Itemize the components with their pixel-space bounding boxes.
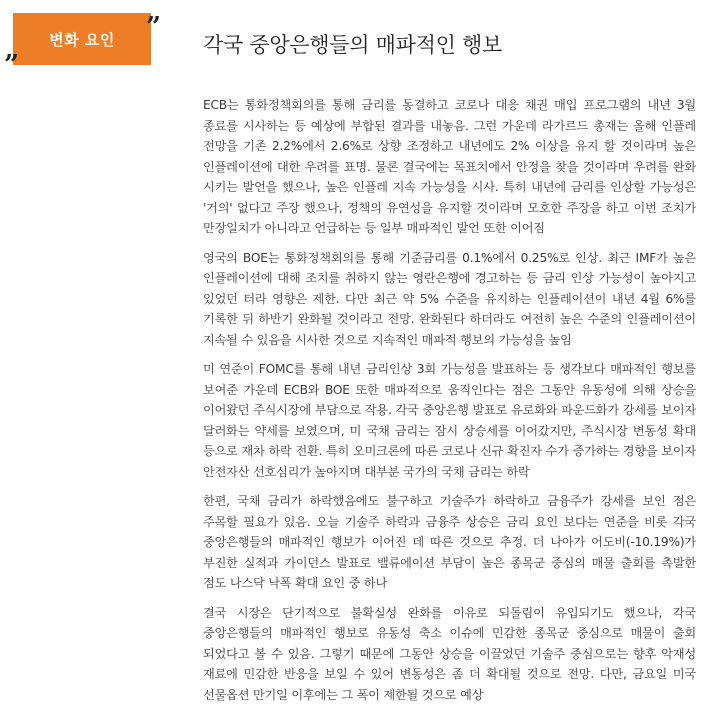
section-tag xyxy=(13,13,151,65)
paragraph-outlook: 결국 시장은 단기적으로 불확실성 완화를 이유로 되돌림이 유입되기도 했으나, 각국 중앙은행들의 매파적인 행보로 유동성 축소 이슈에 민감한 종목군 중심으로 매물이 출회 되었다고 볼 수 있음. 그렇기 때문에 그동안 상승을 이끌었던 기술주 중심으로는 향후 악재성 재료에 민감한 반응을 보일 수 있어 변동성은 좀 더 확대될 것으로 전망. 다만, 금요일 미국 선물옵션 만기일 이후에는 그 폭이 제한될 것으로 예상 xyxy=(203,605,696,702)
paragraph-boe: 영국의 BOE는 통화정책회의를 통해 기준금리를 0.1%에서 0.25%로 인상. 최근 IMF가 높은 인플레이션에 대해 조치를 취하지 않는 영란은행에 경고하는 등 금리 인상 가능성이 높아지고 있었던 터라 영향은 제한. 다만 최근 약 5% 수준을 유지하는 인플레이션이 내년 4월 6%를 기록한 뒤 하반기 완화될 것이라고 전망. 완화된다 하더라도 여전히 높은 수준의 인플레이션이 지속될 수 있음을 시사한 것으로 지속적인 매파적 행보의 가능성을 높임 xyxy=(203,250,696,347)
section-tag-label: 변화 요인 xyxy=(49,30,115,49)
close-quote-mark: ” xyxy=(146,12,161,42)
article-body xyxy=(203,95,696,714)
paragraph-tech-finance: 한편, 국채 금리가 하락했음에도 불구하고 기술주가 하락하고 금융주가 강세를 보인 점은 주목할 필요가 있음. 오늘 기술주 하락과 금융주 상승은 금리 요인 보다는 연준을 비롯 각국 중앙은행들의 매파적인 행보가 이어진 데 따른 것으로 추정. 더 나아가 어도비(-10.19%)가 부진한 실적과 가이던스 발표로 밸류에이션 부담이 높은 종목군 중심의 매물 출회를 촉발한 점도 나스닥 낙폭 확대 요인 중 하나 xyxy=(203,494,696,590)
open-quote-mark: ” xyxy=(4,50,19,80)
page-title: 각국 중앙은행들의 매파적인 행보 xyxy=(203,33,502,58)
paragraph-ecb: ECB는 통화정책회의를 통해 금리를 동결하고 코로나 대응 채권 매입 프로그램의 내년 3월 종료를 시사하는 등 예상에 부합된 결과를 내놓음. 그런 가운데 라가르드 총재는 올해 인플레 전망을 기존 2.2%에서 2.6%로 상향 조정하고 내년에도 2% 이상을 유지 할 것이라며 높은 인플레이션에 대한 우려를 표명. 물론 결국에는 목표치에서 안정을 찾을 것이라며 우려를 완화 시키는 발언을 했으나, 높은 인플레 지속 가능성을 시사. 특히 내년에 금리를 인상할 가능성은 '거의' 없다고 주장 했으나, 정책의 유연성을 유지할 것이라며 모호한 주장을 하고 이번 조치가 만장일치가 아니라고 언급하는 등 일부 매파적인 발언 또한 이어짐 xyxy=(203,98,696,235)
paragraph-fomc: 미 연준이 FOMC를 통해 내년 금리인상 3회 가능성을 발표하는 등 생각보다 매파적인 행보를 보여준 가운데 ECB와 BOE 또한 매파적으로 움직인다는 점은 그동안 유동성에 의해 상승을 이어왔던 주식시장에 부담으로 작용. 각국 중앙은행 발표로 유로화와 파운드화가 강세를 보이자 달러화는 약세를 보였으며, 미 국채 금리는 잠시 상승세를 이어갔지만, 주식시장 변동성 확대 등으로 재차 하락 전환. 특히 오미크론에 따른 코로나 신규 확진자 수가 증가하는 경향을 보이자 안전자산 선호심리가 높아지며 대부분 국가의 국채 금리는 하락 xyxy=(203,362,696,479)
